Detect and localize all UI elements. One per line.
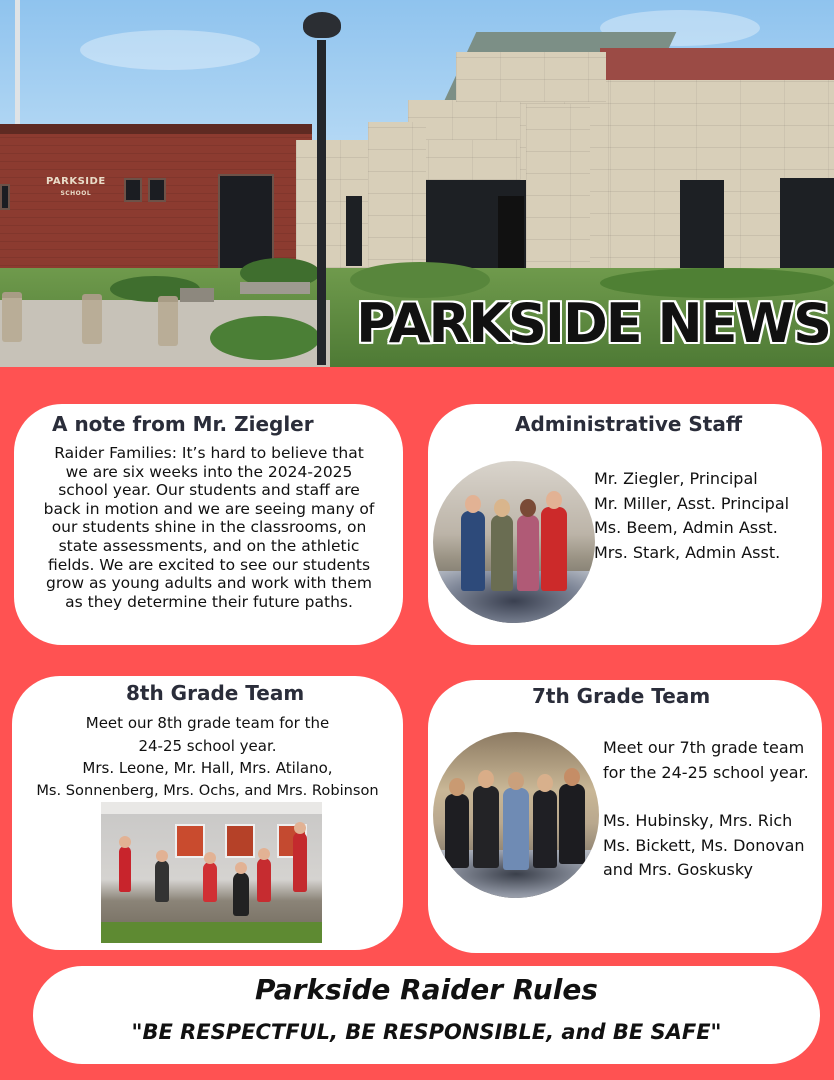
grade7-team-photo <box>433 732 599 898</box>
grade8-title: 8th Grade Team <box>126 681 305 705</box>
header-photo <box>0 0 834 367</box>
grade8-card <box>12 676 403 950</box>
rules-card <box>33 966 820 1064</box>
grade8-team-photo <box>101 802 322 943</box>
grade7-intro: Meet our 7th grade team for the 24-25 school year. <box>603 738 809 782</box>
grade7-members: Ms. Hubinsky, Mrs. Rich Ms. Bickett, Ms. Donovan and Mrs. Goskusky <box>603 811 805 879</box>
staff-item: Mr. Ziegler, Principal <box>594 469 758 488</box>
grade7-title: 7th Grade Team <box>532 684 711 708</box>
staff-item: Ms. Beem, Admin Asst. <box>594 518 778 537</box>
admin-staff-photo <box>433 461 595 623</box>
admin-staff-list <box>594 467 789 565</box>
staff-item: Mr. Miller, Asst. Principal <box>594 493 790 513</box>
note-card <box>14 404 403 645</box>
grade7-card <box>428 680 822 953</box>
grade8-text: Meet our 8th grade team for the 24-25 school year. Mrs. Leone, Mr. Hall, Mrs. Atilano, Ms. Sonnenberg, Mrs. Ochs, and Mrs. Robinson <box>36 714 379 799</box>
rules-motto: "BE RESPECTFUL, BE RESPONSIBLE, and BE SAFE" <box>131 1020 722 1044</box>
note-body: Raider Families: It’s hard to believe that we are six weeks into the 2024-2025 school year. Our students and staff are back in motion and we are seeing many of our students shine in the classrooms, on state assessments, and on the athletic fields. We are excited to see our students grow as young adults and work with them as they determine their future paths. <box>43 444 375 611</box>
building-sign: PARKSIDE SCHOOL <box>46 176 106 197</box>
page-title: PARKSIDE NEWS <box>356 292 830 355</box>
admin-title: Administrative Staff <box>515 412 743 436</box>
note-title: A note from Mr. Ziegler <box>52 412 314 436</box>
admin-staff-card <box>428 404 822 645</box>
rules-title: Parkside Raider Rules <box>255 973 598 1006</box>
staff-item: Mrs. Stark, Admin Asst. <box>594 542 781 562</box>
lamp-post <box>317 40 326 365</box>
